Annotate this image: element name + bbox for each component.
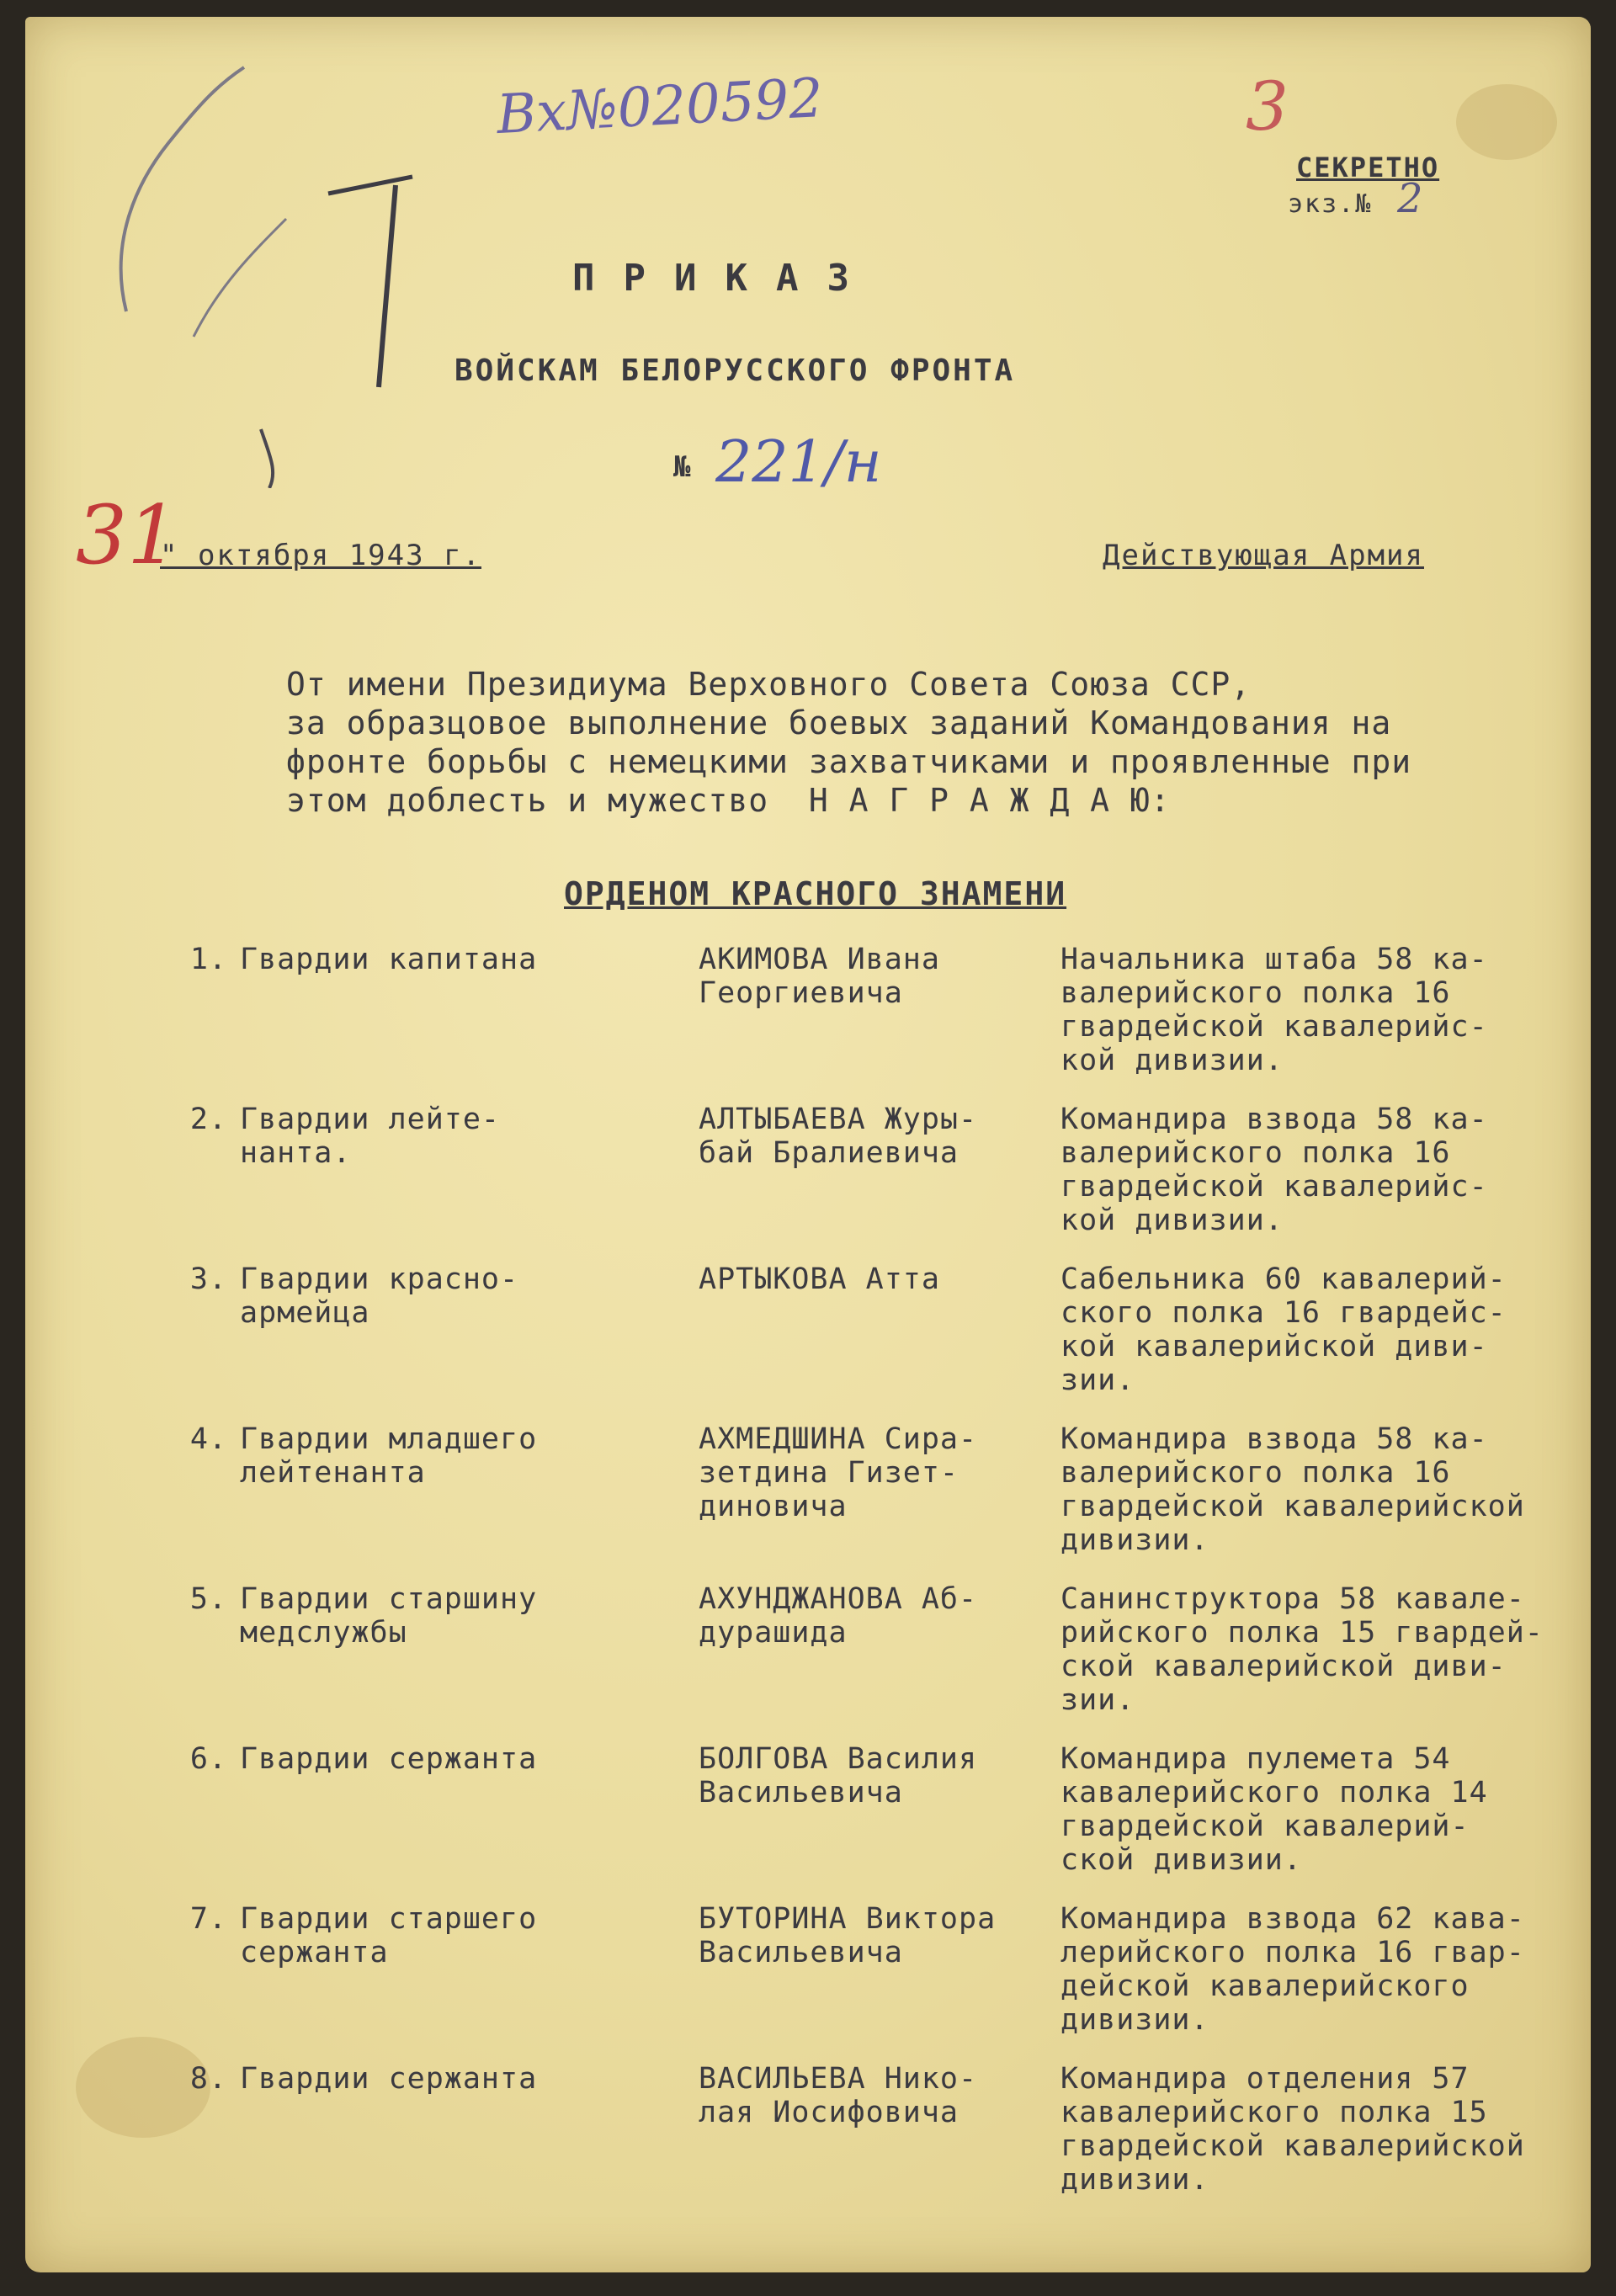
- entry-name: БУТОРИНА Виктора Васильевича: [699, 1902, 997, 1969]
- entry-position: Командира взвода 58 ка- валерийского полка 16 гвардейской кавалерийской дивизии.: [1060, 1422, 1525, 1557]
- entry-number: 5.: [189, 1582, 227, 1616]
- copy-label: экз.№: [1288, 189, 1373, 219]
- entry-rank: Гвардии старшину медслужбы: [240, 1582, 538, 1650]
- entry-name: ВАСИЛЬЕВА Нико- лая Иосифовича: [699, 2062, 978, 2129]
- award-entry: [168, 1422, 1599, 1591]
- handwritten-registration-number: Вх№020592: [495, 66, 825, 147]
- entry-position: Начальника штаба 58 ка- валерийского полка 16 гвардейской кавалерийс- кой дивизии.: [1060, 943, 1488, 1077]
- award-entry: [168, 1582, 1599, 1751]
- entry-name: АЛТЫБАЕВА Журы- бай Бралиевича: [699, 1103, 978, 1170]
- entry-rank: Гвардии сержанта: [240, 1742, 538, 1776]
- document-subtitle: ВОЙСКАМ БЕЛОРУССКОГО ФРОНТА: [454, 353, 1016, 388]
- entry-name: БОЛГОВА Василия Васильевича: [699, 1742, 978, 1810]
- entry-name: АКИМОВА Ивана Георгиевича: [699, 943, 940, 1010]
- entry-number: 4.: [189, 1422, 227, 1456]
- entry-position: Командира взвода 58 ка- валерийского полка 16 гвардейской кавалерийс- кой дивизии.: [1060, 1103, 1488, 1237]
- entry-number: 3.: [189, 1262, 227, 1296]
- document-title: ПРИКАЗ: [572, 257, 878, 300]
- entry-number: 2.: [189, 1103, 227, 1136]
- entry-number: 8.: [189, 2062, 227, 2096]
- entry-rank: Гвардии красно- армейца: [240, 1262, 519, 1330]
- entry-name: АХУНДЖАНОВА Аб- дурашида: [699, 1582, 978, 1650]
- date-text: " октября 1943 г.: [160, 539, 481, 572]
- award-entry: [168, 1103, 1599, 1271]
- order-number: 221/н: [715, 429, 882, 496]
- handwritten-pencil-notes: [76, 34, 429, 488]
- entry-position: Санинструктора 58 кавале- рийского полка 15 гвардей- ской кавалерийской диви- зии.: [1060, 1582, 1544, 1717]
- award-entry: [168, 2062, 1599, 2230]
- entry-position: Командира отделения 57 кавалерийского полка 15 гвардейской кавалерийской дивизии.: [1060, 2062, 1525, 2197]
- award-entry: [168, 943, 1599, 1111]
- order-number-label: №: [673, 450, 693, 484]
- award-heading: ОРДЕНОМ КРАСНОГО ЗНАМЕНИ: [564, 875, 1067, 912]
- entry-rank: Гвардии сержанта: [240, 2062, 538, 2096]
- paper-stain: [1456, 84, 1557, 160]
- entry-position: Сабельника 60 кавалерий- ского полка 16 гвардейс- кой кавалерийской диви- зии.: [1060, 1262, 1507, 1397]
- secrecy-label: СЕКРЕТНО: [1296, 151, 1440, 183]
- entry-number: 6.: [189, 1742, 227, 1776]
- award-entry: [168, 1742, 1599, 1911]
- copy-number: 2: [1397, 175, 1423, 222]
- entry-rank: Гвардии капитана: [240, 943, 538, 976]
- date-day: 31: [76, 488, 179, 582]
- entry-name: АРТЫКОВА Атта: [699, 1262, 940, 1296]
- document-page: [25, 17, 1591, 2272]
- entry-name: АХМЕДШИНА Сира- зетдина Гизет- диновича: [699, 1422, 978, 1523]
- entry-number: 1.: [189, 943, 227, 976]
- entry-rank: Гвардии лейте- нанта.: [240, 1103, 501, 1170]
- handwritten-red-number: 3: [1246, 67, 1289, 146]
- location-text: Действующая Армия: [1103, 539, 1424, 572]
- entry-number: 7.: [189, 1902, 227, 1936]
- entry-rank: Гвардии младшего лейтенанта: [240, 1422, 538, 1490]
- award-entry: [168, 1262, 1599, 1431]
- entry-position: Командира взвода 62 кава- лерийского полка 16 гвар- дейской кавалерийского дивизии.: [1060, 1902, 1525, 2037]
- entry-rank: Гвардии старшего сержанта: [240, 1902, 538, 1969]
- order-preamble: От имени Президиума Верховного Совета Союза ССР, за образцовое выполнение боевых заданий Командования на фронте борьбы с немецкими захватчиками и проявленные при этом доблесть и мужество Н А Г Р А Ж Д А Ю:: [286, 666, 1412, 819]
- entry-position: Командира пулемета 54 кавалерийского полка 14 гвардейской кавалерий- ской дивизии.: [1060, 1742, 1488, 1877]
- award-entry: [168, 1902, 1599, 2070]
